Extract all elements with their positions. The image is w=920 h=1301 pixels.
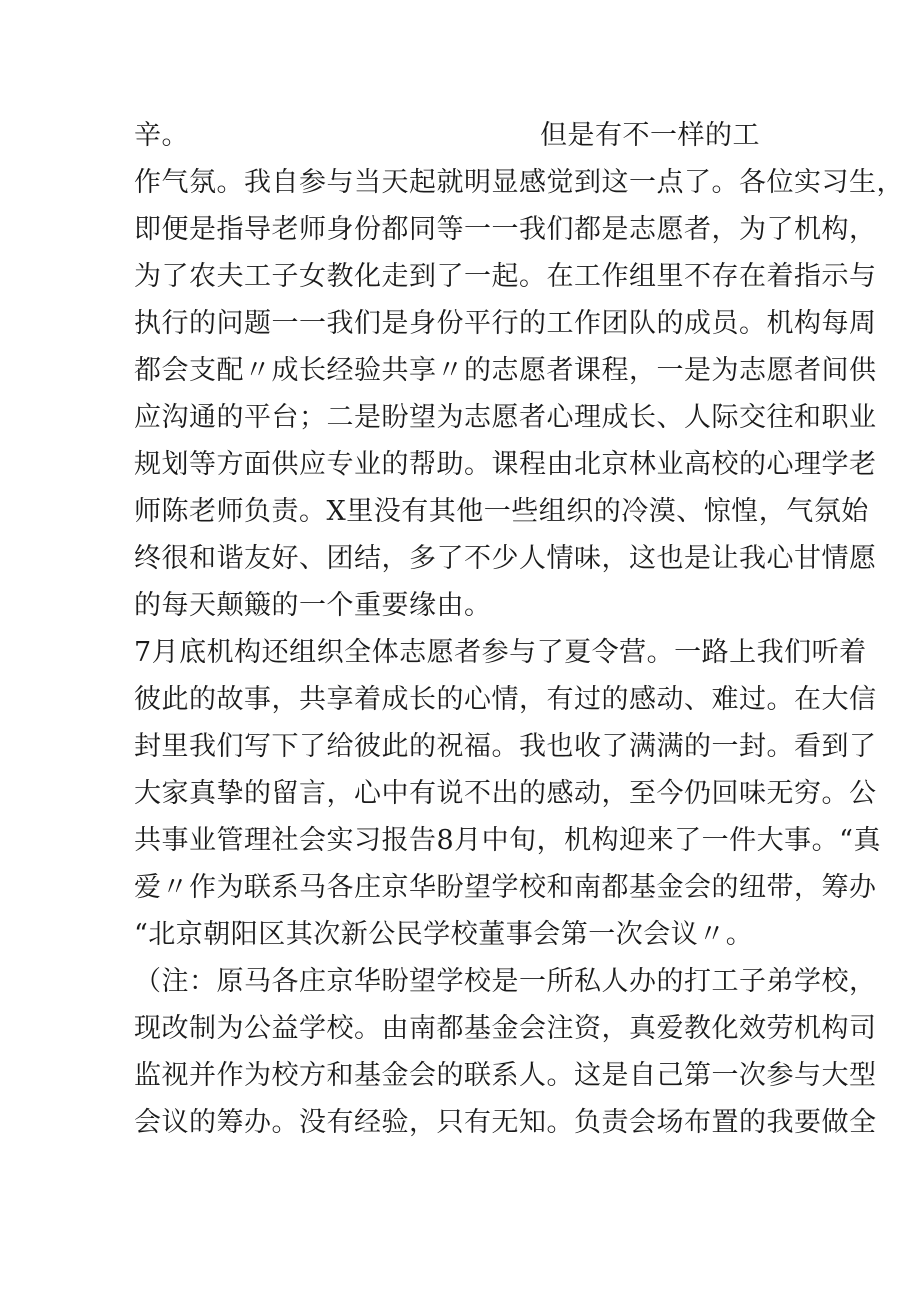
text-line-1: 辛。 [134,120,189,151]
text-line-9: 师陈老师负责。X里没有其他一些组织的冷漠、惊惶，气氛始 [134,496,869,527]
text-line-2: 作气氛。我自参与当天起就明显感觉到这一点了。各位实习生， [134,167,904,198]
text-line-17: 爱〃作为联系马各庄京华盼望学校和南都基金会的纽带，筹办 [134,872,877,903]
text-line-8: 规划等方面供应专业的帮助。课程由北京林业高校的心理学老 [134,449,877,480]
text-line-22: 会议的筹办。没有经验，只有无知。负责会场布置的我要做全 [134,1107,877,1138]
text-line-23 [134,1150,794,1190]
text-line-3: 即便是指导老师身份都同等一一我们都是志愿者，为了机构， [134,214,877,245]
text-line-12: 7月底机构还组织全体志愿者参与了夏令营。一路上我们听着 [134,637,867,668]
text-line-19: （注：原马各庄京华盼望学校是一所私人办的打工子弟学校， [134,966,877,997]
text-line-13: 彼此的故事，共享着成长的心情，有过的感动、难过。在大信 [134,684,877,715]
text-line-10: 终很和谐友好、团结，多了不少人情味，这也是让我心甘情愿 [134,543,877,574]
text-line-20: 现改制为公益学校。由南都基金会注资，真爱教化效劳机构司 [134,1013,877,1044]
text-line-7: 应沟通的平台；二是盼望为志愿者心理成长、人际交往和职业 [134,402,877,433]
text-line-18: “北京朝阳区其次新公民学校董事会第一次会议〃。 [134,919,754,950]
text-line-6: 都会支配〃成长经验共享〃的志愿者课程，一是为志愿者间供 [134,355,877,386]
text-line-1-continued: 但是有不一样的工 [540,120,760,151]
text-line-15: 大家真挚的留言，心中有说不出的感动，至今仍回味无穷。公 [134,778,877,809]
text-line-4: 为了农夫工子女教化走到了一起。在工作组里不存在着指示与 [134,261,877,292]
text-line-5: 执行的问题一一我们是身份平行的工作团队的成员。机构每周 [134,308,877,339]
text-line-14: 封里我们写下了给彼此的祝福。我也收了满满的一封。看到了 [134,731,877,762]
text-line-11: 的每天颠簸的一个重要缘由。 [134,590,492,621]
text-line-21: 监视并作为校方和基金会的联系人。这是自己第一次参与大型 [134,1060,877,1091]
text-line-16: 共事业管理社会实习报告8月中旬，机构迎来了一件大事。“真 [134,825,881,856]
